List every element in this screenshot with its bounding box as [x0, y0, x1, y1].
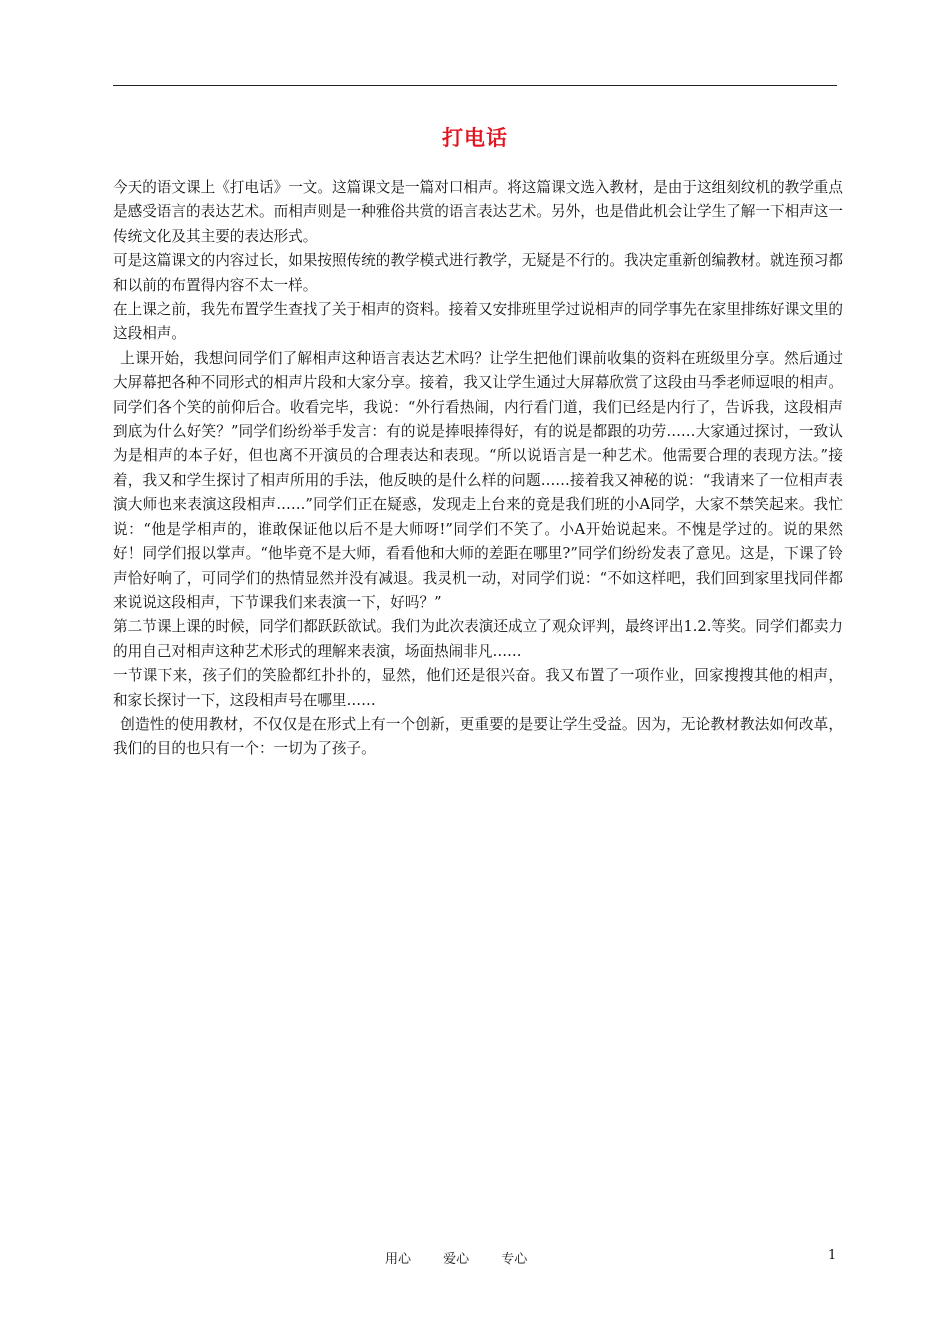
page-footer: [0, 1248, 950, 1268]
page-number: 1: [828, 1248, 837, 1263]
paragraph-5: 第二节课上课的时候，同学们都跃跃欲试。我们为此次表演还成立了观众评判，最终评出1.2.等奖。同学们都卖力的用自己对相声这种艺术形式的理解来表演，场面热闹非凡……: [113, 618, 843, 660]
footer-motto: 用心 爱心 专心: [385, 1252, 528, 1267]
paragraph-3: 在上课之前，我先布置学生查找了关于相声的资料。接着又安排班里学过说相声的同学事先在家里排练好课文里的这段相声。: [113, 301, 843, 343]
document-title: 打电话: [442, 126, 508, 150]
header-rule: [113, 85, 837, 86]
paragraph-6: 一节课下来，孩子们的笑脸都红扑扑的，显然，他们还是很兴奋。我又布置了一项作业，回家搜搜其他的相声， 和家长探讨一下，这段相声号在哪里……: [113, 667, 843, 709]
document-body: [113, 176, 843, 762]
paragraph-2: 可是这篇课文的内容过长，如果按照传统的教学模式进行教学，无疑是不行的。我决定重新创编教材。就连预习都和以前的布置得内容不太一样。: [113, 252, 843, 294]
paragraph-7: 创造性的使用教材，不仅仅是在形式上有一个创新，更重要的是要让学生受益。因为，无论教材教法如何改革，我们的目的也只有一个：一切为了孩子。: [113, 715, 843, 758]
paragraph-4: 上课开始，我想问同学们了解相声这种语言表达艺术吗？让学生把他们课前收集的资料在班级里分享。然后通过大屏幕把各种不同形式的相声片段和大家分享。接着，我又让学生通过大屏幕欣赏了这段由马季老师逗哏的相声。同学们各个笑的前仰后合。收看完毕，我说：“外行看热闹，内行看门道，我们已经是内行了，告诉我，这段相声到底为什么好笑？”同学们纷纷举手发言：有的说是捧哏捧得好，有的说是都跟的功劳……大家通过探讨，一致认为是相声的本子好，但也离不开演员的合理表达和表现。“所以说语言是一种艺术。他需要合理的表现方法。”接着，我又和学生探讨了相声所用的手法，他反映的是什么样的问题……接着我又神秘的说：“我请来了一位相声表演大师也来表演这段相声……”同学们正在疑惑，发现走上台来的竟是我们班的小A同学，大家不禁笑起来。我忙说：“他是学相声的，谁敢保证他以后不是大师呀!”同学们不笑了。小A开始说起来。不愧是学过的。说的果然好！同学们报以掌声。“他毕竟不是大师，看看他和大师的差距在哪里?”同学们纷纷发表了意见。这是，下课了铃声恰好响了，可同学们的热情显然并没有减退。我灵机一动，对同学们说：“不如这样吧，我们回到家里找同伴都来说说这段相声，下节课我们来表演一下，好吗？”: [113, 349, 843, 611]
paragraph-1: 今天的语文课上《打电话》一文。这篇课文是一篇对口相声。将这篇课文选入教材，是由于这组刻纹机的教学重点是感受语言的表达艺术。而相声则是一种雅俗共赏的语言表达艺术。另外，也是借此机会让学生了解一下相声这一传统文化及其主要的表达形式。: [113, 179, 843, 245]
